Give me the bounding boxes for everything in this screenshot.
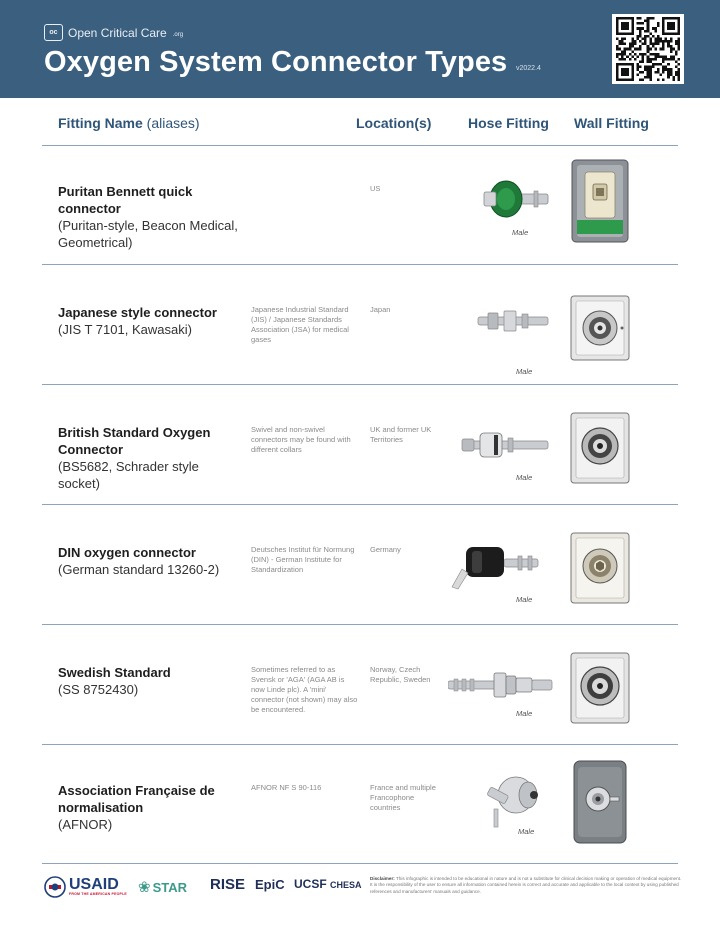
fitting-aliases: (German standard 13260-2): [58, 562, 220, 577]
usaid-wordmark: USAID: [69, 876, 119, 894]
column-header-fitting-name: [58, 115, 200, 131]
fitting-name-text: Japanese style connector: [58, 305, 217, 320]
connector-row-din: [0, 505, 720, 624]
hose-gender-label: Male: [516, 595, 533, 604]
fitting-notes: Sometimes referred to as Svensk or 'AGA' (AGA AB is now Linde plc). A 'mini' connector (not shown) may also be encountered.: [251, 665, 358, 714]
hose-gender-label: Male: [516, 709, 533, 718]
usaid-seal-icon: [44, 876, 66, 898]
connector-row-japanese: [0, 265, 720, 384]
fitting-notes: Swivel and non-swivel connectors may be found with different collars: [251, 425, 351, 454]
column-header-aliases-label: (aliases): [146, 115, 200, 131]
epic-logo: EpiC: [255, 877, 285, 892]
hose-gender-label: Male: [512, 228, 529, 237]
japanese-wall-outlet-icon: [568, 285, 632, 371]
fitting-name: [58, 183, 238, 251]
fitting-aliases: (AFNOR): [58, 817, 113, 832]
hose-gender-label: Male: [518, 827, 535, 836]
connector-row-puritan-bennett: [0, 146, 720, 264]
page-title: Oxygen System Connector Types: [44, 46, 508, 78]
column-header-fitting-name-label: Fitting Name: [58, 115, 143, 131]
puritan-bennett-male-fitting-icon: [448, 170, 558, 250]
brand-name: Open Critical Care: [68, 25, 167, 40]
brand: [44, 24, 183, 41]
afnor-male-fitting-icon: [448, 771, 558, 851]
fitting-location: Germany: [370, 545, 401, 554]
fitting-location: France and multiple Francophone countries: [370, 783, 436, 812]
fitting-aliases: (SS 8752430): [58, 682, 139, 697]
din-male-fitting-icon: [448, 539, 558, 619]
open-critical-care-logo-icon: oc: [44, 24, 63, 41]
fitting-aliases: (Puritan-style, Beacon Medical, Geometrical): [58, 218, 238, 250]
swedish-male-fitting-icon: [448, 655, 558, 735]
column-header-location: Location(s): [356, 115, 432, 131]
connector-row-swedish: [0, 625, 720, 744]
column-header-hose-fitting: Hose Fitting: [468, 115, 549, 131]
star-wordmark: STAR: [152, 879, 188, 895]
column-header-wall-fitting: Wall Fitting: [574, 115, 649, 131]
fitting-location: UK and former UK Territories: [370, 425, 432, 444]
puritan-bennett-wall-outlet-icon: [568, 158, 632, 244]
fitting-location: Japan: [370, 305, 391, 314]
din-wall-outlet-icon: [568, 525, 632, 611]
hose-gender-label: Male: [516, 473, 533, 482]
version-label: v2022.4: [516, 65, 541, 72]
fitting-location: Norway, Czech Republic, Sweden: [370, 665, 431, 684]
disclaimer: [370, 876, 682, 895]
fitting-name-text: DIN oxygen connector: [58, 545, 196, 560]
connector-row-afnor: [0, 745, 720, 863]
disclaimer-text: This infographic is intended to be educational in nature and is not a substitute for clinical decision making or operation of medical equipment. It is the responsibility of the user to ensure all information contained herein is correct and accurate and applicable to the local context by using published references and manufacturers' manuals and guidance.: [370, 876, 682, 894]
fitting-name-text: Puritan Bennett quick connector: [58, 184, 193, 216]
fitting-aliases: (BS5682, Schrader style socket): [58, 459, 199, 491]
rise-logo: RISE: [210, 876, 246, 893]
fitting-name-text: British Standard Oxygen Connector: [58, 425, 211, 457]
usaid-tagline: FROM THE AMERICAN PEOPLE: [69, 892, 127, 897]
swedish-wall-outlet-icon: [568, 645, 632, 731]
fitting-name: [58, 544, 238, 578]
fitting-location: US: [370, 184, 381, 193]
hose-gender-label: Male: [516, 367, 533, 376]
chesa-logo: CHESA: [330, 880, 362, 890]
fitting-name: [58, 424, 238, 492]
japanese-male-fitting-icon: [448, 291, 558, 376]
fitting-name: [58, 782, 238, 833]
divider: [42, 863, 678, 864]
fitting-notes: Deutsches Institut für Normung (DIN) - German Institute for Standardization: [251, 545, 355, 574]
star-logo: [138, 878, 187, 896]
brand-org: .org: [172, 31, 184, 38]
disclaimer-label: Disclaimer:: [370, 876, 395, 881]
page-footer: [0, 866, 720, 910]
usaid-logo: [44, 876, 127, 898]
afnor-wall-outlet-icon: [568, 759, 632, 845]
fitting-name: [58, 664, 238, 698]
british-male-fitting-icon: [448, 415, 558, 495]
star-leaf-icon: ❀: [138, 879, 151, 896]
fitting-notes: AFNOR NF S 90-116: [251, 783, 322, 792]
fitting-name: [58, 304, 238, 338]
fitting-aliases: (JIS T 7101, Kawasaki): [58, 322, 192, 337]
fitting-name-text: Association Française de normalisation: [58, 783, 215, 815]
fitting-notes: Japanese Industrial Standard (JIS) / Japanese Standards Association (JSA) for medical gases: [251, 305, 349, 344]
qr-code-icon[interactable]: [612, 14, 684, 84]
fitting-name-text: Swedish Standard: [58, 665, 171, 680]
ucsf-logo: UCSF: [294, 877, 327, 891]
connector-row-british-standard: [0, 385, 720, 504]
page-header: [0, 0, 720, 98]
british-wall-outlet-icon: [568, 405, 632, 491]
